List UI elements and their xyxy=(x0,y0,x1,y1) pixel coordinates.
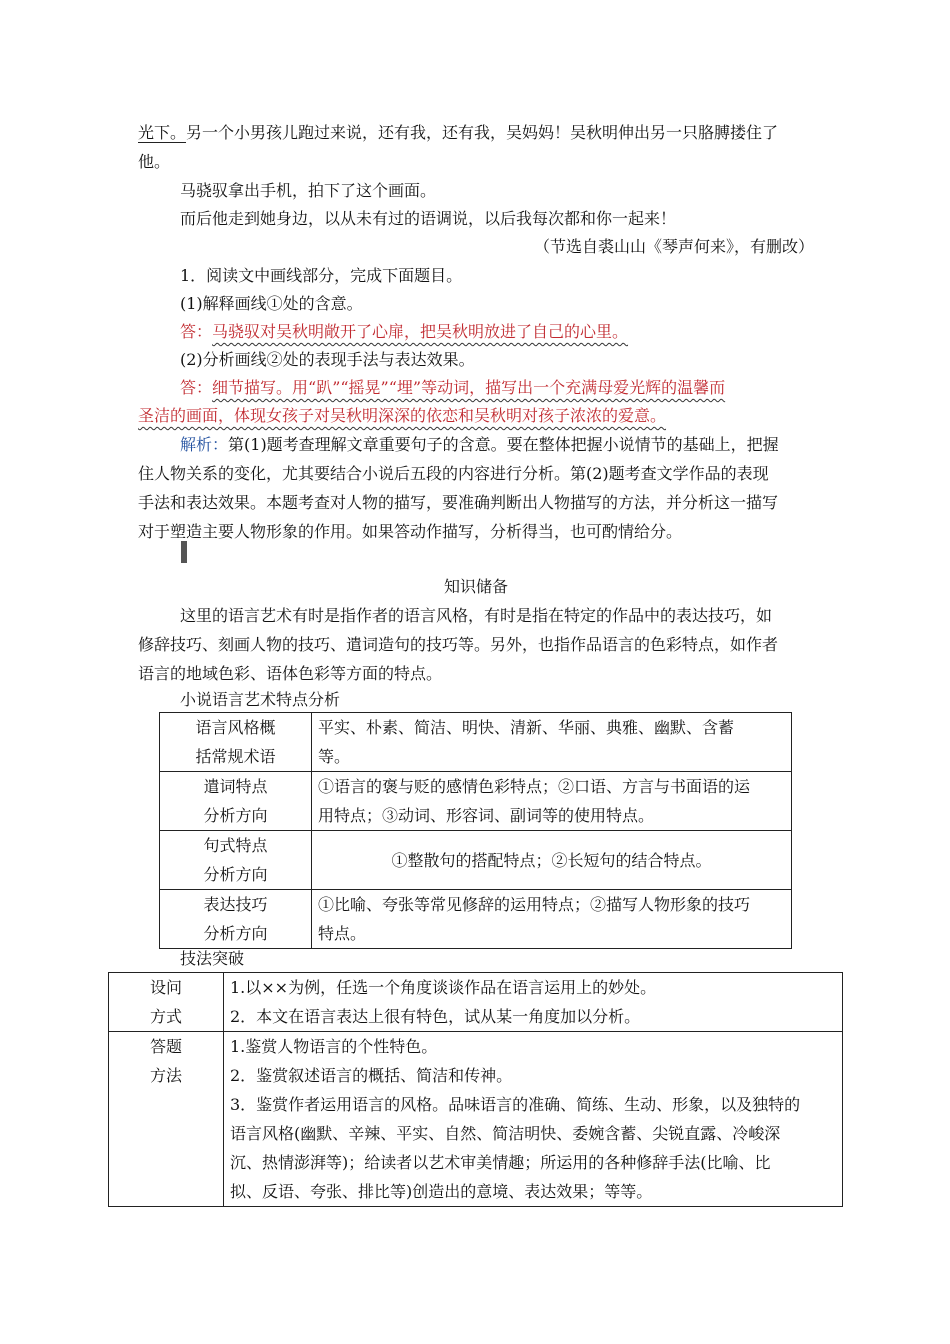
cell-text: 用特点；③动词、形容词、副词等的使用特点。 xyxy=(318,806,655,825)
cell-text: 遣词特点 xyxy=(203,777,268,796)
table-header-cell xyxy=(160,772,312,831)
answer-text: 马骁驭对吴秋明敞开了心扉，把吴秋明放进了自己的心里。 xyxy=(212,322,629,341)
question-1-1: (1)解释画线①处的含意。 xyxy=(180,294,363,313)
table-header-cell xyxy=(160,713,312,772)
underlined-phrase: 光下。 xyxy=(138,123,187,142)
cell-text: 括常规术语 xyxy=(195,747,276,766)
table-row xyxy=(160,831,792,890)
cell-text: 等。 xyxy=(318,747,351,766)
cell-text: 平实、朴素、简洁、明快、清新、华丽、典雅、幽默、含蓄 xyxy=(318,718,735,737)
answer-label: 答： xyxy=(180,378,213,397)
answer-1 xyxy=(180,317,860,346)
analysis-line-4: 对于塑造主要人物形象的作用。如果答动作描写，分析得当，也可酌情给分。 xyxy=(138,522,683,541)
cell-text: 句式特点 xyxy=(203,836,268,855)
analysis-line-1: 解析：第(1)题考查理解文章重要句子的含意。要在整体把握小说情节的基础上，把握 xyxy=(180,435,779,454)
table-row xyxy=(109,973,843,1032)
cell-text: 分析方向 xyxy=(203,806,268,825)
cell-text: 分析方向 xyxy=(203,924,268,943)
question-1-2: (2)分析画线②处的表现手法与表达效果。 xyxy=(180,350,475,369)
technique-heading: 技法突破 xyxy=(180,949,245,968)
section-marker xyxy=(181,541,187,563)
table-cell xyxy=(312,772,792,831)
table-cell xyxy=(312,890,792,949)
table-header-cell xyxy=(109,1032,224,1207)
cell-text: 语言风格(幽默、辛辣、平实、自然、简洁明快、委婉含蓄、尖锐直露、冷峻深 xyxy=(230,1124,781,1143)
analysis-line-3: 手法和表达效果。本题考查对人物的描写，要准确判断出人物描写的方法，并分析这一描写 xyxy=(138,493,779,512)
story-line-1: 光下。另一个小男孩儿跑过来说，还有我，还有我，吴妈妈！吴秋明伸出另一只胳膊搂住了 xyxy=(138,123,779,142)
table-title: 小说语言艺术特点分析 xyxy=(180,690,341,709)
story-line-3: 马骁驭拿出手机，拍下了这个画面。 xyxy=(180,181,437,200)
cell-text: ①整散句的搭配特点；②长短句的结合特点。 xyxy=(391,850,712,870)
cell-text: 设问 xyxy=(149,978,182,997)
analysis-label: 解析： xyxy=(180,435,229,454)
cell-text: 1.以××为例，任选一个角度谈谈作品在语言运用上的妙处。 xyxy=(230,978,657,997)
table-header-cell xyxy=(160,831,312,890)
cell-text: 沉、热情澎湃等)；给读者以艺术审美情趣；所运用的各种修辞手法(比喻、比 xyxy=(230,1153,771,1172)
cell-text: 语言风格概 xyxy=(195,718,276,737)
table-header-cell xyxy=(109,973,224,1032)
table-row xyxy=(160,772,792,831)
source-citation: （节选自裘山山《琴声何来》，有删改） xyxy=(533,237,814,256)
cell-text: ①语言的褒与贬的感情色彩特点；②口语、方言与书面语的运 xyxy=(318,777,751,796)
table-row xyxy=(109,1032,843,1207)
cell-text: 特点。 xyxy=(318,924,367,943)
story-line-4: 而后他走到她身边，以从未有过的语调说，以后我每次都和你一起来！ xyxy=(180,209,677,228)
cell-text: 2．本文在语言表达上很有特色，试从某一角度加以分析。 xyxy=(230,1007,641,1026)
story-line-2: 他。 xyxy=(138,152,171,171)
answer-label: 答： xyxy=(180,322,213,341)
table-cell xyxy=(312,831,792,890)
table-cell xyxy=(224,1032,843,1207)
question-1: 1．阅读文中画线部分，完成下面题目。 xyxy=(180,266,463,285)
table-cell xyxy=(312,713,792,772)
cell-text: 2．鉴赏叙述语言的概括、简洁和传神。 xyxy=(230,1066,513,1085)
knowledge-para-2: 修辞技巧、刻画人物的技巧、遣词造句的技巧等。另外，也指作品语言的色彩特点，如作者 xyxy=(138,635,779,654)
cell-text: 拟、反语、夸张、排比等)创造出的意境、表达效果；等等。 xyxy=(230,1182,653,1201)
cell-text: 3．鉴赏作者运用语言的风格。品味语言的准确、简练、生动、形象，以及独特的 xyxy=(230,1095,801,1114)
language-art-table xyxy=(159,712,792,949)
table-cell xyxy=(224,973,843,1032)
cell-text: 1.鉴赏人物语言的个性特色。 xyxy=(230,1037,438,1056)
technique-table xyxy=(108,972,843,1207)
table-row xyxy=(160,713,792,772)
answer-2-line-1: 答：细节描写。用“趴”“摇晃”“埋”等动词，描写出一个充满母爱光辉的温馨而 xyxy=(180,378,726,397)
cell-text: 表达技巧 xyxy=(203,895,268,914)
cell-text: 方法 xyxy=(149,1066,182,1085)
table-header-cell xyxy=(160,890,312,949)
table-row xyxy=(160,890,792,949)
cell-text: 方式 xyxy=(149,1007,182,1026)
knowledge-para-1: 这里的语言艺术有时是指作者的语言风格，有时是指在特定的作品中的表达技巧，如 xyxy=(180,606,773,625)
cell-text: ①比喻、夸张等常见修辞的运用特点；②描写人物形象的技巧 xyxy=(318,895,751,914)
knowledge-heading: 知识储备 xyxy=(443,577,508,596)
cell-text: 答题 xyxy=(149,1037,182,1056)
analysis-line-2: 住人物关系的变化，尤其要结合小说后五段的内容进行分析。第(2)题考查文学作品的表现 xyxy=(138,464,769,483)
answer-2-line-2: 圣洁的画面，体现女孩子对吴秋明深深的依恋和吴秋明对孩子浓浓的爱意。 xyxy=(138,406,667,425)
knowledge-para-3: 语言的地域色彩、语体色彩等方面的特点。 xyxy=(138,664,443,683)
cell-text: 分析方向 xyxy=(203,865,268,884)
